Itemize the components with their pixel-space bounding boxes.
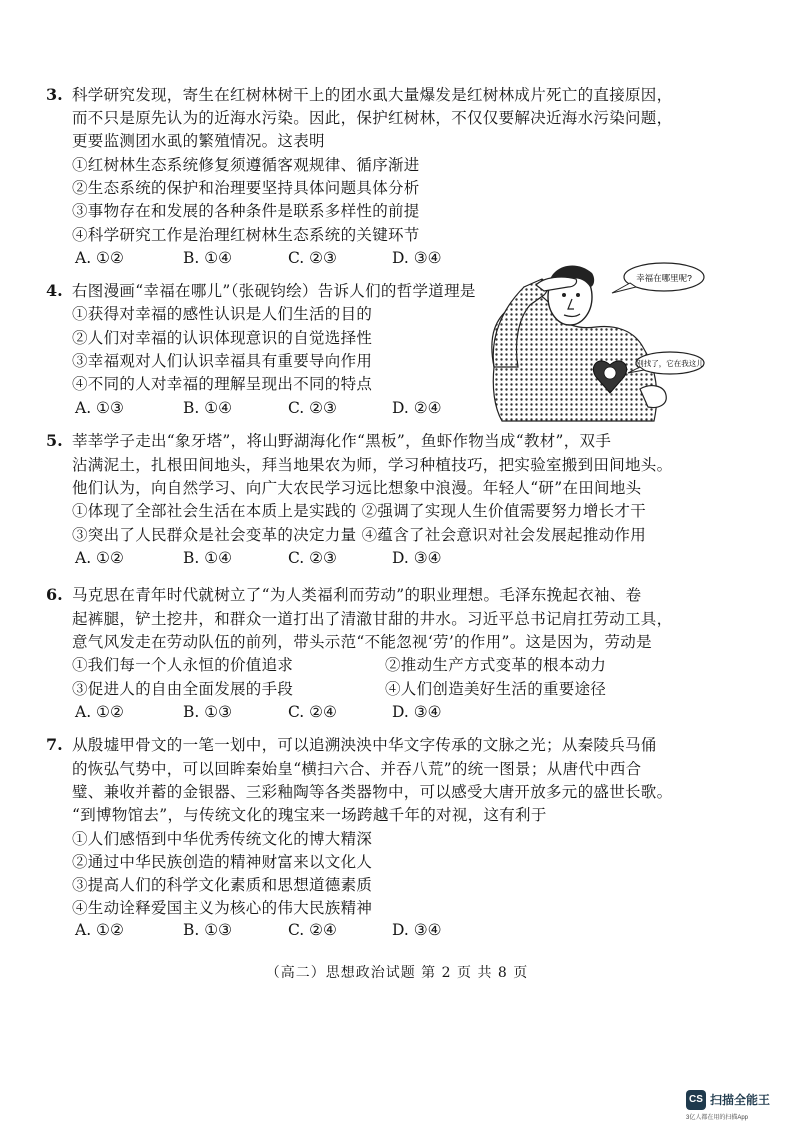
option-a: A. ①② (75, 549, 124, 567)
option-a: A. ①③ (75, 399, 124, 417)
question-text-line: 右图漫画“幸福在哪儿”（张砚钧绘）告诉人们的哲学道理是 (72, 282, 476, 300)
statement-item: ①红树林生态系统修复须遵循客观规律、循序渐进 (72, 156, 420, 174)
option-b: B. ①④ (183, 549, 233, 567)
cartoon-illustration (484, 257, 706, 427)
question-text-line: 更要监测团水虱的繁殖情况。这表明 (72, 132, 325, 150)
option-d: D. ③④ (392, 549, 442, 567)
scanner-logo-icon: CS (686, 1090, 706, 1110)
question-text-line: 意气风发走在劳动队伍的前列，带头示范“不能忽视‘劳’的作用”。这是因为，劳动是 (72, 633, 652, 651)
option-c: C. ②③ (288, 249, 337, 267)
statement-item: ①获得对幸福的感性认识是人们生活的目的 (72, 305, 373, 323)
question-text-line: 而不只是原先认为的近海水污染。因此，保护红树林，不仅仅要解决近海水污染问题， (72, 109, 673, 127)
page-footer: （高二）思想政治试题 第 2 页 共 8 页 (265, 965, 529, 981)
option-c: C. ②③ (288, 549, 337, 567)
option-a: A. ①② (75, 703, 124, 721)
question-number: 4. (46, 281, 63, 300)
question-text-line: 马克思在青年时代就树立了“为人类福利而劳动”的职业理想。毛泽东挽起衣袖、卷 (72, 586, 642, 604)
question-text-line: “到博物馆去”，与传统文化的瑰宝来一场跨越千年的对视，这有利于 (72, 806, 547, 824)
question-number: 7. (46, 735, 63, 754)
statement-item: ②生态系统的保护和治理要坚持具体问题具体分析 (72, 179, 420, 197)
question-text-line: 的恢弘气势中，可以回眸秦始皇“横扫六合、并吞八荒”的统一图景；从唐代中西合 (72, 760, 642, 778)
bubble-bottom-text: 别找了，它在我这儿 (636, 359, 704, 368)
question-number: 5. (46, 431, 63, 450)
statement-item: ②人们对幸福的认识体现意识的自觉选择性 (72, 329, 373, 347)
option-d: D. ③④ (392, 703, 442, 721)
option-b: B. ①③ (183, 703, 233, 721)
bubble-top-text: 幸福在哪里呢? (636, 273, 692, 283)
statement-item: ③突出了人民群众是社会变革的决定力量 ④蕴含了社会意识对社会发展起推动作用 (72, 526, 647, 544)
question-text-line: 璧、兼收并蓄的金银器、三彩釉陶等各类器物中，可以感受大唐开放多元的盛世长歌。 (72, 783, 673, 801)
statement-item: ①我们每一个人永恒的价值追求 (72, 656, 294, 674)
question-number: 3. (46, 85, 63, 104)
scanner-tagline: 3亿人都在用的扫描App (686, 1115, 749, 1121)
statement-item: ③促进人的自由全面发展的手段 (72, 680, 294, 698)
question-text-line: 莘莘学子走出“象牙塔”，将山野湖海化作“黑板”，鱼虾作物当成“教材”，双手 (72, 432, 612, 450)
statement-item: ③幸福观对人们认识幸福具有重要导向作用 (72, 352, 373, 370)
statement-item: ②推动生产方式变革的根本动力 (385, 656, 607, 674)
option-d: D. ②④ (392, 399, 442, 417)
question-text-line: 从殷墟甲骨文的一笔一划中，可以追溯泱泱中华文字传承的文脉之光；从秦陵兵马俑 (72, 736, 657, 754)
question-text-line: 沾满泥土，扎根田间地头，拜当地果农为师，学习种植技巧，把实验室搬到田间地头。 (72, 456, 673, 474)
statement-item: ④科学研究工作是治理红树林生态系统的关键环节 (72, 226, 420, 244)
statement-item: ③提高人们的科学文化素质和思想道德素质 (72, 876, 373, 894)
option-a: A. ①② (75, 249, 124, 267)
statement-item: ④人们创造美好生活的重要途径 (385, 680, 607, 698)
question-text-line: 科学研究发现，寄生在红树林树干上的团水虱大量爆发是红树林成片死亡的直接原因， (72, 86, 673, 104)
option-b: B. ①④ (183, 399, 233, 417)
option-d: D. ③④ (392, 249, 442, 267)
scanner-watermark (686, 1090, 786, 1120)
statement-item: ①体现了全部社会生活在本质上是实践的 ②强调了实现人生价值需要努力增长才干 (72, 502, 647, 520)
question-text-line: 他们认为，向自然学习、向广大农民学习远比想象中浪漫。年轻人“研”在田间地头 (72, 479, 642, 497)
statement-item: ④生动诠释爱国主义为核心的伟大民族精神 (72, 899, 373, 917)
statement-item: ③事物存在和发展的各种条件是联系多样性的前提 (72, 202, 420, 220)
option-c: C. ②④ (288, 703, 337, 721)
option-c: C. ②④ (288, 921, 337, 939)
question-text-line: 起裤腿，铲土挖井，和群众一道打出了清澈甘甜的井水。习近平总书记肩扛劳动工具， (72, 610, 673, 628)
option-a: A. ①② (75, 921, 124, 939)
statement-item: ①人们感悟到中华优秀传统文化的博大精深 (72, 830, 373, 848)
option-c: C. ②③ (288, 399, 337, 417)
statement-item: ④不同的人对幸福的理解呈现出不同的特点 (72, 375, 373, 393)
statement-item: ②通过中华民族创造的精神财富来以文化人 (72, 853, 373, 871)
scanner-app-name: 扫描全能王 (710, 1093, 771, 1107)
question-number: 6. (46, 585, 63, 604)
option-b: B. ①④ (183, 249, 233, 267)
option-d: D. ③④ (392, 921, 442, 939)
option-b: B. ①③ (183, 921, 233, 939)
